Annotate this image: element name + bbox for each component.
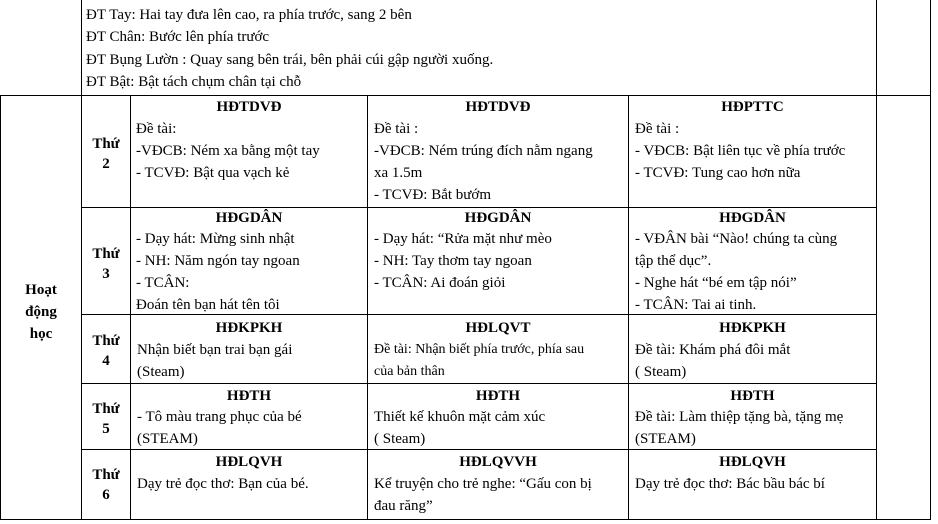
activity-title: HĐLQVT	[465, 320, 531, 336]
day-cell-thu-6	[81, 449, 131, 520]
activity-line: -VĐCB: Ném xa bằng một tay	[136, 143, 320, 159]
activity-line: đau răng”	[374, 498, 433, 514]
day-label: Thứ	[92, 136, 120, 152]
day-cell-thu-2	[81, 95, 131, 208]
activity-line: - NH: Năm ngón tay ngoan	[136, 253, 300, 269]
day-number: 4	[102, 353, 110, 369]
activity-cell-thu3-col3	[628, 207, 877, 315]
activity-title: HĐLQVH	[719, 454, 786, 470]
day-label: Thứ	[92, 401, 120, 417]
exercise-line-jump: ĐT Bật: Bật tách chụm chân tại chỗ	[86, 74, 302, 90]
activity-line: - TCÂN: Tai ai tinh.	[635, 297, 757, 313]
activity-line: Đề tài:	[136, 121, 177, 137]
activity-title: HĐKPKH	[215, 320, 283, 336]
activity-line: - VĐÂN bài “Nào! chúng ta cùng	[635, 231, 838, 247]
section-label-cell	[0, 95, 82, 520]
activity-line: ( Steam)	[374, 431, 426, 447]
activity-title: HĐTH	[475, 388, 521, 404]
activity-line: - Dạy hát: Mừng sinh nhật	[136, 231, 295, 247]
activity-line: Dạy trẻ đọc thơ: Bác bầu bác bí	[635, 476, 825, 492]
section-label-line-3: học	[29, 326, 53, 342]
activity-line: - Nghe hát “bé em tập nói”	[635, 275, 797, 291]
exercise-line-arms: ĐT Tay: Hai tay đưa lên cao, ra phía trước, sang 2 bên	[86, 7, 412, 23]
day-cell-thu-3	[81, 207, 131, 315]
activity-title: HĐTH	[730, 388, 775, 404]
exercise-line-legs: ĐT Chân: Bước lên phía trước	[86, 29, 270, 45]
activity-title: HĐGDÂN	[464, 210, 532, 226]
day-number: 5	[102, 421, 110, 437]
activity-line: - TCVĐ: Bật qua vạch kẻ	[136, 165, 290, 181]
day-number: 3	[102, 266, 110, 282]
activity-line: - Dạy hát: “Rửa mặt như mèo	[374, 231, 552, 247]
activity-line: Thiết kế khuôn mặt cảm xúc	[374, 409, 546, 425]
activity-line: tập thể dục”.	[635, 253, 712, 269]
activity-cell-thu6-col1	[130, 449, 368, 520]
activity-cell-thu2-col1	[130, 95, 368, 208]
activity-cell-thu2-col2	[367, 95, 629, 208]
activity-title: HĐTDVĐ	[216, 99, 282, 115]
activity-title: HĐLQVH	[215, 454, 283, 470]
activity-line: Kể truyện cho trẻ nghe: “Gấu con bị	[374, 476, 592, 492]
activity-line: -VĐCB: Ném trúng đích nằm ngang	[374, 143, 593, 159]
activity-cell-thu6-col2	[367, 449, 629, 520]
activity-line: Đề tài: Nhận biết phía trước, phía sau	[374, 342, 585, 357]
activity-line: Đề tài: Khám phá đôi mắt	[635, 342, 791, 358]
activity-line: Đề tài :	[635, 121, 680, 137]
day-label: Thứ	[92, 246, 120, 262]
activity-line: - NH: Tay thơm tay ngoan	[374, 253, 532, 269]
activity-line: của bản thân	[374, 364, 445, 379]
activity-cell-thu3-col1	[130, 207, 368, 315]
activity-line: xa 1.5m	[374, 165, 423, 181]
activity-line: ( Steam)	[635, 364, 687, 380]
section-label-line-1: Hoạt	[25, 282, 57, 298]
activity-cell-thu3-col2	[367, 207, 629, 315]
activity-cell-thu2-col3	[628, 95, 877, 208]
activity-cell-thu5-col3	[628, 383, 877, 450]
activity-cell-thu5-col2	[367, 383, 629, 450]
day-cell-thu-5	[81, 383, 131, 450]
activity-line: Đoán tên bạn hát tên tôi	[136, 297, 280, 313]
day-label: Thứ	[92, 467, 120, 483]
activity-line: - Tô màu trang phục của bé	[137, 409, 302, 425]
activity-line: Nhận biết bạn trai bạn gái	[137, 342, 293, 358]
activity-title: HĐTH	[226, 388, 272, 404]
activity-title: HĐTDVĐ	[465, 99, 531, 115]
activity-title: HĐKPKH	[719, 320, 786, 336]
top-right-blank-cell	[876, 0, 931, 96]
activity-line: - TCVĐ: Tung cao hơn nữa	[635, 165, 801, 181]
activity-line: Đề tài :	[374, 121, 419, 137]
activity-title: HĐGDÂN	[719, 210, 786, 226]
activity-title: HĐPTTC	[721, 99, 784, 115]
activity-line: Đề tài: Làm thiệp tặng bà, tặng mẹ	[635, 409, 844, 425]
activity-cell-thu4-col2	[367, 314, 629, 384]
exercise-line-abdomen: ĐT Bụng Lườn : Quay sang bên trái, bên phải cúi gập người xuống.	[86, 52, 494, 68]
day-number: 2	[102, 156, 110, 172]
activity-title: HĐLQVVH	[459, 454, 537, 470]
activity-cell-thu4-col1	[130, 314, 368, 384]
activity-title: HĐGDÂN	[215, 210, 283, 226]
activity-cell-thu4-col3	[628, 314, 877, 384]
activity-cell-thu6-col3	[628, 449, 877, 520]
activity-line: (Steam)	[137, 364, 185, 380]
activity-line: - TCÂN:	[136, 275, 190, 291]
activity-line: - VĐCB: Bật liên tục về phía trước	[635, 143, 846, 159]
section-label-line-2: động	[25, 304, 57, 320]
right-blank-cell	[876, 95, 931, 520]
activity-cell-thu5-col1	[130, 383, 368, 450]
activity-line: Dạy trẻ đọc thơ: Bạn của bé.	[137, 476, 309, 492]
activity-line: (STEAM)	[635, 431, 696, 447]
day-number: 6	[102, 487, 110, 503]
day-cell-thu-4	[81, 314, 131, 384]
activity-line: (STEAM)	[137, 431, 198, 447]
day-label: Thứ	[92, 333, 120, 349]
top-left-blank-cell	[0, 0, 82, 96]
activity-line: - TCVĐ: Bắt bướm	[374, 187, 492, 203]
activity-line: - TCÂN: Ai đoán giỏi	[374, 275, 506, 291]
top-exercise-cell	[81, 0, 877, 96]
